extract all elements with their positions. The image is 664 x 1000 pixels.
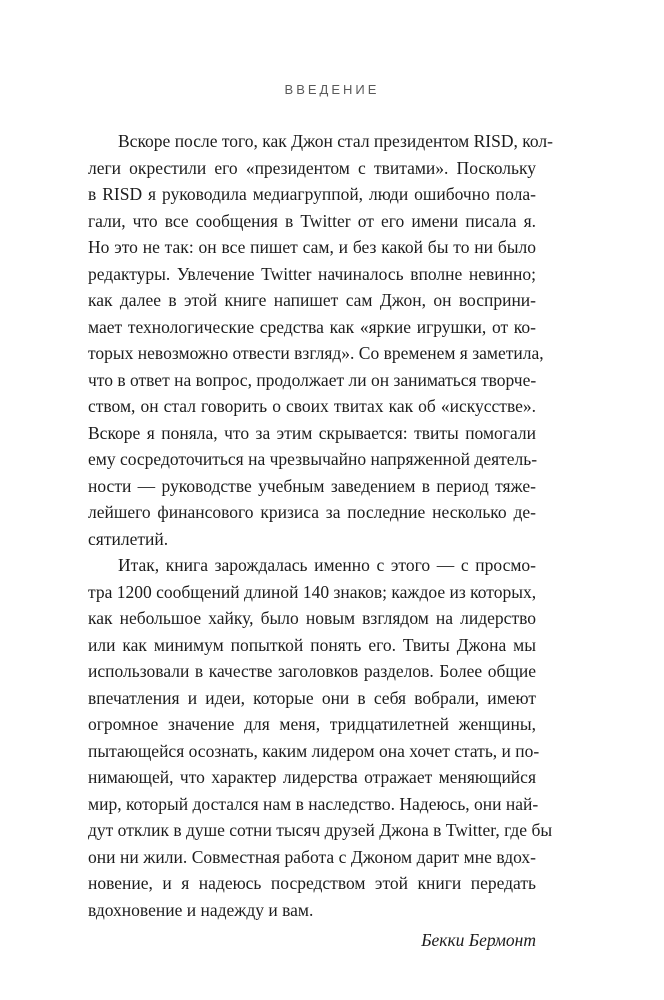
text-line: редактуры. Увлечение Twitter начиналось вполне невинно; — [88, 263, 536, 284]
text-line: впечатления и идеи, которые они в себя вобрали, имеют — [88, 687, 536, 708]
text-line: Вскоре я поняла, что за этим скрывается: твиты помогали — [88, 422, 536, 443]
text-line: гали, что все сообщения в Twitter от его имени писала я. — [88, 210, 536, 231]
text-line: дут отклик в душе сотни тысяч друзей Джона в Twitter, где бы — [88, 820, 553, 840]
text-line: огромное значение для меня, тридцатилетней женщины, — [88, 714, 536, 734]
text-line: сятилетий. — [88, 528, 169, 549]
text-line: Итак, книга зарождалась именно с этого — с просмо- — [118, 555, 536, 575]
author-signature: Бекки Бермонт — [421, 930, 536, 950]
text-line: лейшего финансового кризиса за последние несколько де- — [88, 502, 536, 522]
text-line: Но это не так: он все пишет сам, и без какой бы то ни было — [88, 237, 536, 257]
text-line: мир, который достался нам в наследство. Надеюсь, они най- — [88, 793, 539, 814]
text-line: тра 1200 сообщений длиной 140 знаков; каждое из которых, — [88, 581, 537, 602]
text-line: они ни жили. Совместная работа с Джоном дарит мне вдох- — [88, 846, 536, 867]
text-line: ему сосредоточиться на чрезвычайно напряженной деятель- — [88, 449, 538, 469]
text-line: пытающейся осознать, каким лидером она хочет стать, и по- — [88, 740, 540, 761]
text-line: как небольшое хайку, было новым взглядом на лидерство — [88, 608, 536, 628]
paragraph — [88, 128, 553, 552]
text-line: как далее в этой книге напишет сам Джон, он восприни- — [88, 290, 536, 310]
body-text — [88, 128, 553, 955]
text-line: леги окрестили его «президентом с твитами». Поскольку — [88, 157, 536, 178]
running-head: ВВЕДЕНИЕ — [284, 82, 380, 97]
text-line: или как минимум попыткой понять его. Твиты Джона мы — [88, 634, 536, 655]
text-line: нимающей, что характер лидерства отражает меняющийся — [88, 767, 536, 787]
paragraph — [88, 552, 553, 923]
paragraphs — [88, 128, 553, 923]
text-line: мает технологические средства как «яркие игрушки, от ко- — [88, 316, 536, 337]
text-line: в RISD я руководила медиагруппой, люди ошибочно пола- — [88, 184, 536, 204]
text-line: ством, он стал говорить о своих твитах как об «искусстве». — [88, 396, 536, 416]
text-line: использовали в качестве заголовков разделов. Более общие — [88, 661, 536, 681]
text-line: что в ответ на вопрос, продолжает ли он заниматься творче- — [88, 369, 537, 390]
text-line: вдохновение и надежду и вам. — [88, 899, 314, 920]
text-line: ности — руководстве учебным заведением в период тяже- — [88, 475, 536, 496]
text-line: новение, и я надеюсь посредством этой книги передать — [88, 873, 536, 893]
text-line: торых невозможно отвести взгляд». Со временем я заметила, — [88, 343, 544, 363]
text-line: Вскоре после того, как Джон стал президентом RISD, кол- — [118, 131, 553, 151]
